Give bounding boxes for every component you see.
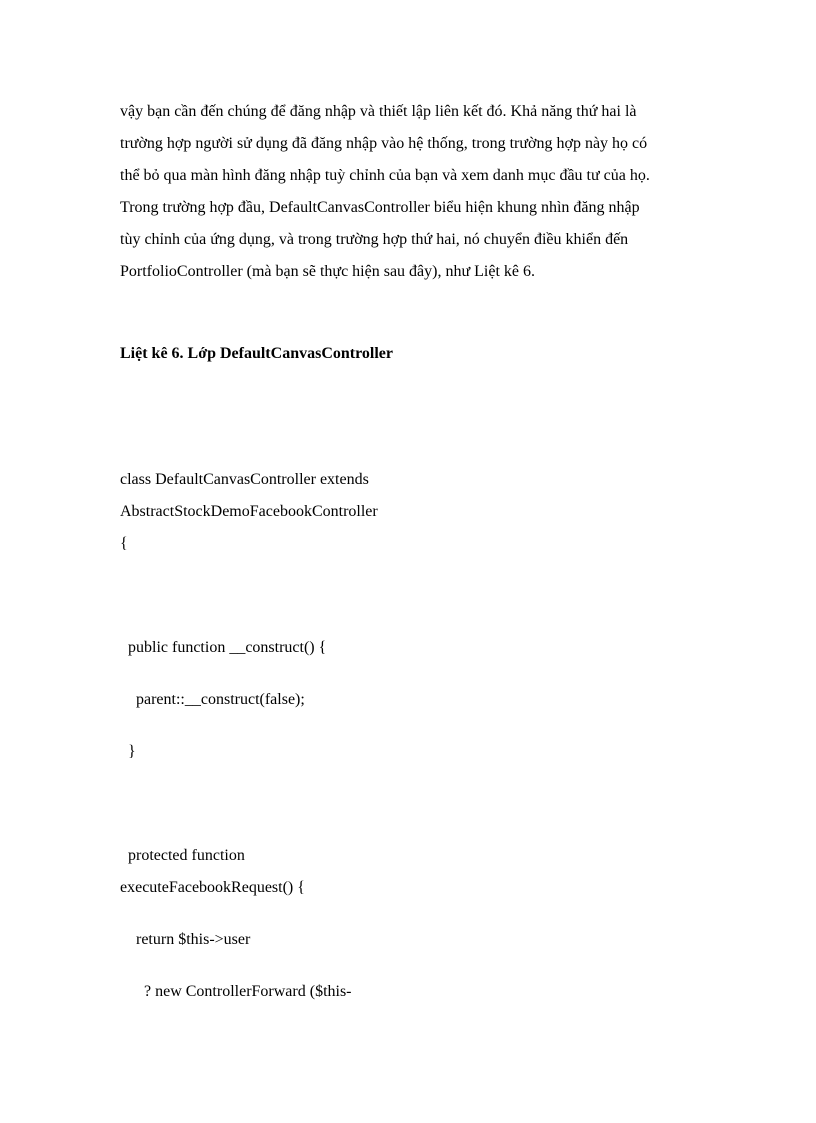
listing-heading: Liệt kê 6. Lớp DefaultCanvasController [120, 345, 393, 362]
code-line: } [120, 743, 136, 760]
code-line: executeFacebookRequest() { [120, 879, 305, 896]
paragraph-line: Trong trường hợp đầu, DefaultCanvasController biểu hiện khung nhìn đăng nhập [120, 199, 640, 216]
paragraph-line: thể bỏ qua màn hình đăng nhập tuỳ chỉnh của bạn và xem danh mục đầu tư của họ. [120, 167, 650, 184]
paragraph-line: tùy chỉnh của ứng dụng, và trong trường hợp thứ hai, nó chuyển điều khiển đến [120, 231, 629, 248]
code-line: public function __construct() { [120, 639, 327, 656]
code-line: ? new ControllerForward ($this- [120, 983, 352, 1000]
paragraph-line: PortfolioController (mà bạn sẽ thực hiện sau đây), như Liệt kê 6. [120, 263, 536, 280]
code-line: AbstractStockDemoFacebookController [120, 503, 378, 520]
code-line: parent::__construct(false); [120, 691, 305, 708]
code-line: class DefaultCanvasController extends [120, 471, 369, 488]
code-line: protected function [120, 847, 245, 864]
code-line: return $this->user [120, 931, 251, 948]
paragraph-line: vậy bạn cần đến chúng để đăng nhập và thiết lập liên kết đó. Khả năng thứ hai là [120, 103, 637, 120]
paragraph-line: trường hợp người sử dụng đã đăng nhập vào hệ thống, trong trường hợp này họ có [120, 135, 648, 152]
code-line: { [120, 535, 128, 552]
